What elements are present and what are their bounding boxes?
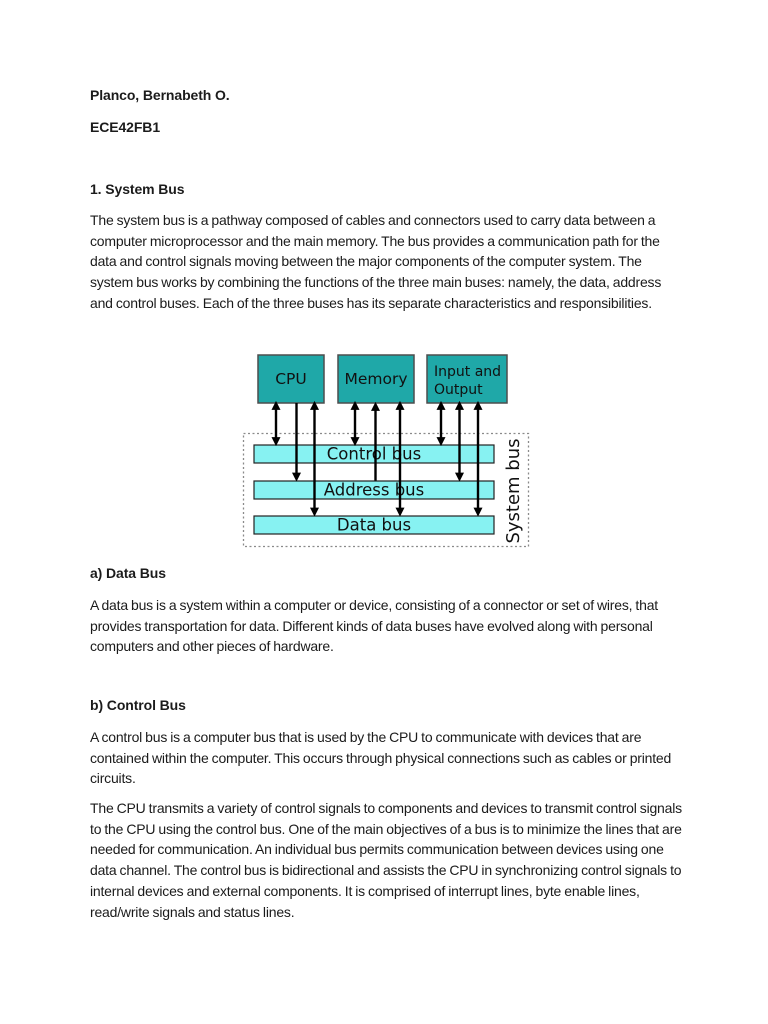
cpu-box-label: CPU — [275, 370, 307, 388]
input-output-box-label-line1: Input and — [434, 364, 502, 380]
system-bus-side-label: System bus — [503, 438, 524, 544]
system-bus-diagram-svg — [233, 348, 533, 558]
control-bus-paragraph-1: A control bus is a computer bus that is used by the CPU to communicate with devices that are contained within the computer. This occurs through physical connections such as cables or printed circuits. — [90, 729, 672, 787]
address-bus-label: Address bus — [323, 480, 425, 500]
section-heading-system-bus: 1. System Bus — [90, 181, 185, 197]
data-bus-paragraph: A data bus is a system within a computer or device, consisting of a connector or set of wires, that provides transportation for data. Different kinds of data buses have evolved along with personal computers and other pieces of hardware. — [90, 597, 658, 655]
control-bus-label: Control bus — [326, 444, 422, 464]
memory-box-label: Memory — [344, 370, 408, 388]
section-heading-data-bus: a) Data Bus — [90, 565, 166, 581]
input-output-box-label-line2: Output — [434, 382, 483, 398]
data-bus-label: Data bus — [336, 515, 412, 535]
system-bus-diagram — [233, 348, 533, 558]
course-code: ECE42FB1 — [90, 119, 161, 135]
system-bus-paragraph: The system bus is a pathway composed of cables and connectors used to carry data between a computer microprocessor and the main memory. The bus provides a communication path for the data and control signals moving between the major components of the computer system. The system bus works by combining the functions of the three main buses: namely, the data, address and control buses. Each of the three buses has its separate characteristics and responsibilities. — [90, 212, 662, 311]
control-bus-paragraph-2: The CPU transmits a variety of control signals to components and devices to transmit control signals to the CPU using the control bus. One of the main objectives of a bus is to minimize the lines that are needed for communication. An individual bus permits communication between devices using one data channel. The control bus is bidirectional and assists the CPU in synchronizing control signals to internal devices and external components. It is comprised of interrupt lines, byte enable lines, read/write signals and status lines. — [90, 800, 682, 920]
section-heading-control-bus: b) Control Bus — [90, 697, 186, 713]
author-name: Planco, Bernabeth O. — [90, 87, 230, 103]
